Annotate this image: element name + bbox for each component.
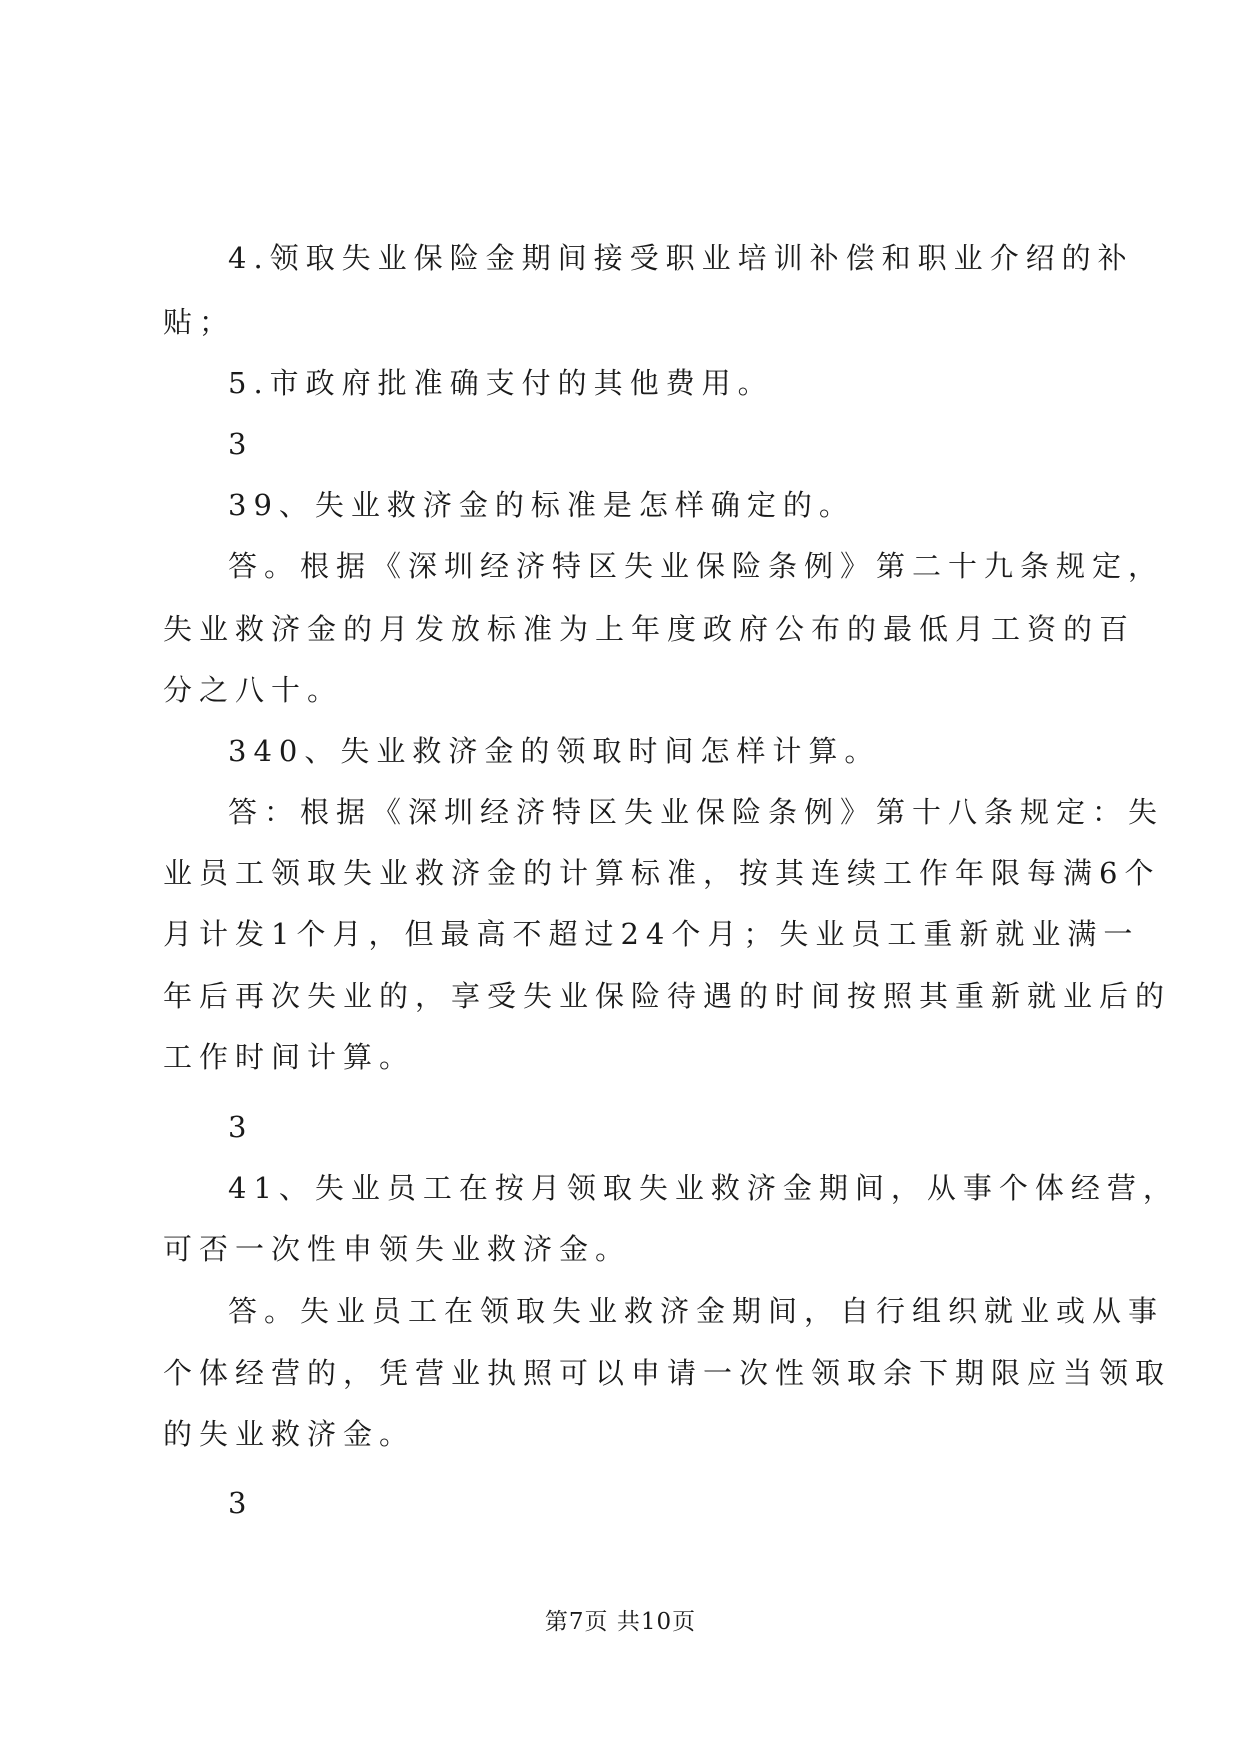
text-line: 4.领取失业保险金期间接受职业培训补偿和职业介绍的补 [228, 241, 1134, 275]
text-line: 3 [228, 1110, 254, 1144]
text-line: 年后再次失业的，享受失业保险待遇的时间按照其重新就业后的 [163, 979, 1172, 1013]
text-line: 贴； [163, 305, 236, 339]
text-line: 的失业救济金。 [163, 1417, 416, 1451]
page-number-footer: 第7页 共10页 [544, 1609, 697, 1635]
text-line: 答。根据《深圳经济特区失业保险条例》第二十九条规定， [228, 549, 1165, 583]
text-line: 个体经营的，凭营业执照可以申请一次性领取余下期限应当领取 [163, 1356, 1172, 1390]
text-line: 可否一次性申领失业救济金。 [163, 1232, 632, 1266]
text-line: 答。失业员工在领取失业救济金期间，自行组织就业或从事 [228, 1294, 1165, 1328]
text-line: 月计发1个月，但最高不超过24个月；失业员工重新就业满一 [163, 917, 1140, 951]
text-line: 业员工领取失业救济金的计算标准，按其连续工作年限每满6个 [163, 856, 1161, 890]
text-line: 分之八十。 [163, 673, 344, 707]
text-line: 41、失业员工在按月领取失业救济金期间，从事个体经营， [228, 1171, 1179, 1205]
text-line: 3 [228, 1486, 254, 1520]
text-line: 3 [228, 427, 254, 461]
text-line: 失业救济金的月发放标准为上年度政府公布的最低月工资的百 [163, 612, 1136, 646]
text-line: 5.市政府批准确支付的其他费用。 [228, 366, 774, 400]
text-line: 工作时间计算。 [163, 1040, 416, 1074]
text-line: 答：根据《深圳经济特区失业保险条例》第十八条规定：失 [228, 795, 1165, 829]
text-line: 340、失业救济金的领取时间怎样计算。 [228, 734, 881, 768]
text-line: 39、失业救济金的标准是怎样确定的。 [228, 488, 855, 522]
